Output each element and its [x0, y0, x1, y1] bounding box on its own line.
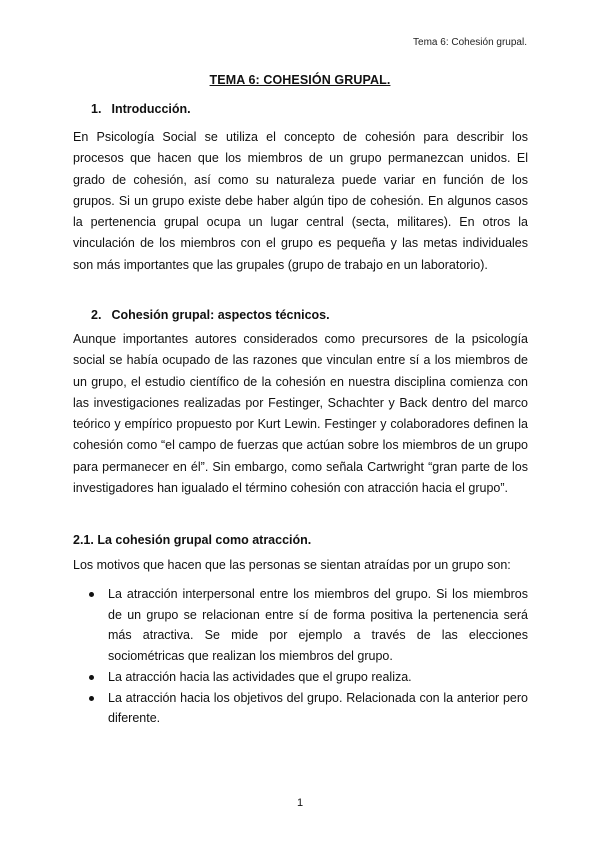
list-item	[73, 688, 528, 729]
section-1-title: Introducción.	[111, 102, 191, 116]
list-item-text: La atracción interpersonal entre los miembros del grupo. Si los miembros de un grupo se relacionan entre sí de forma positiva la pertenencia será más atractiva. Se mide por ejemplo a través de las elecciones sociométricas que realizan los miembros del grupo.	[108, 587, 528, 663]
list-item-text: La atracción hacia los objetivos del grupo. Relacionada con la anterior pero diferente.	[108, 690, 528, 725]
section-1-heading	[91, 102, 191, 116]
list-item	[73, 667, 528, 688]
bullet-icon	[89, 592, 94, 597]
section-2-number: 2.	[91, 308, 102, 322]
section-1-paragraph: En Psicología Social se utiliza el concepto de cohesión para describir los procesos que hacen que los miembros de un grupo permanezcan unidos. El grado de cohesión, así como su naturaleza puede variar en función de los grupos. Si un grupo existe debe haber algún tipo de cohesión. En algunos casos la pertenencia grupal ocupa un lugar central (secta, militares). En otros la vinculación de los miembros con el grupo es pequeña y las metas individuales son más importantes que las grupales (grupo de trabajo en un laboratorio).	[73, 130, 528, 272]
list-item	[73, 584, 528, 666]
section-2-paragraph: Aunque importantes autores considerados como precursores de la psicología social se había ocupado de las razones que vinculan entre sí a los miembros de un grupo, el estudio científico de la cohesión en nuestra disciplina comienza con las investigaciones realizadas por Festinger, Schachter y Back dentro del marco teórico y empírico propuesto por Kurt Lewin. Festinger y colaboradores definen la cohesión como “el campo de fuerzas que actúan sobre los miembros de un grupo para permanecer en él”. Sin embargo, como señala Cartwright “gran parte de los investigadores han igualado el término cohesión con atracción hacia el grupo”.	[73, 332, 528, 496]
section-2-1-intro: Los motivos que hacen que las personas se sientan atraídas por un grupo son:	[73, 558, 511, 572]
list-item-text: La atracción hacia las actividades que el grupo realiza.	[108, 669, 412, 684]
section-2-1-heading: 2.1. La cohesión grupal como atracción.	[73, 533, 312, 547]
section-2-heading	[91, 308, 330, 322]
section-1-number: 1.	[91, 102, 102, 116]
page-number: 1	[296, 797, 304, 809]
bullet-icon	[89, 696, 94, 701]
page-title: TEMA 6: COHESIÓN GRUPAL.	[209, 73, 391, 87]
running-header: Tema 6: Cohesión grupal.	[413, 37, 527, 48]
bullet-icon	[89, 675, 94, 680]
motives-list	[73, 584, 528, 729]
section-2-title: Cohesión grupal: aspectos técnicos.	[111, 308, 330, 322]
